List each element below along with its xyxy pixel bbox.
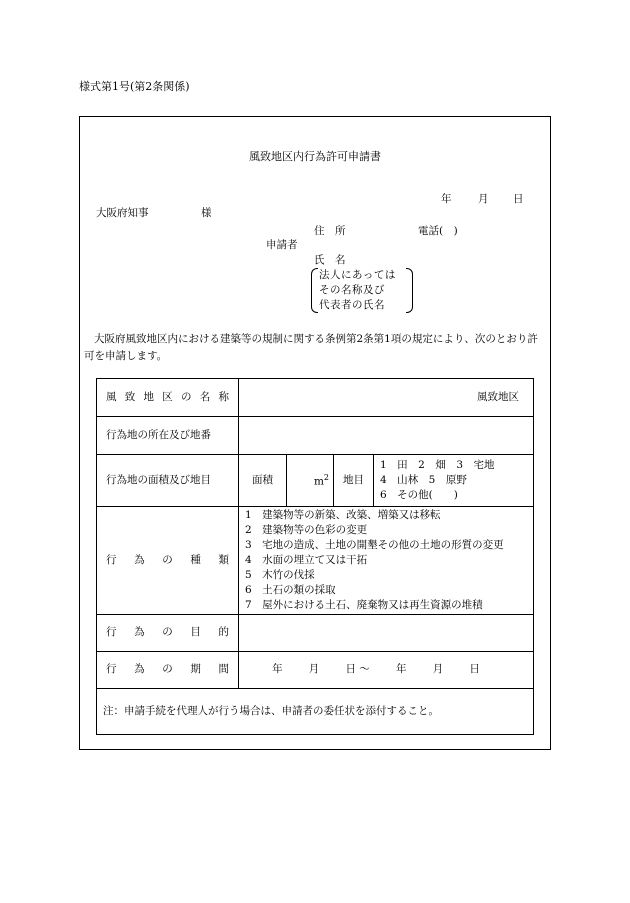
action-type-option: 5 木竹の伐採 (245, 569, 315, 581)
label-char: の (162, 626, 173, 639)
table-row (97, 417, 534, 455)
table-row (97, 652, 534, 689)
table-row (97, 507, 534, 615)
label-char: の (162, 663, 173, 676)
label-char: 的 (218, 626, 229, 639)
action-type-option: 7 屋外における土石、廃棄物又は再生資源の堆積 (245, 599, 483, 611)
spread-label (97, 554, 238, 567)
application-table (96, 378, 534, 735)
purpose-label (97, 615, 239, 652)
label-char: 行 (106, 626, 117, 639)
table-row (97, 689, 534, 735)
period-input[interactable] (239, 652, 534, 689)
area-unit-exponent: 2 (323, 472, 329, 482)
label-char: 地 (143, 390, 154, 403)
district-name-label (97, 379, 239, 417)
corporation-note-line: 代表者の氏名 (319, 299, 385, 311)
location-input[interactable] (239, 417, 534, 455)
period-start-year: 年 (272, 663, 283, 676)
label-char: 種 (190, 553, 201, 566)
area-unit: m (313, 475, 324, 488)
period-end-day: 日 (469, 663, 480, 676)
label-char: 類 (218, 553, 229, 566)
spread-label (97, 391, 238, 404)
label-char: 期 (190, 663, 201, 676)
label-char: の (181, 390, 192, 403)
label-char: 称 (218, 390, 229, 403)
label-char: 行 (106, 553, 117, 566)
label-char: 区 (162, 390, 173, 403)
form-number-label: 様式第1号(第2条関係) (79, 80, 190, 93)
table-row (97, 379, 534, 417)
corporation-note-line: その名称及び (319, 284, 385, 296)
corporation-note (311, 268, 413, 313)
label-char: 行 (106, 663, 117, 676)
period-start-day: 日 〜 (345, 663, 370, 676)
label-char: 致 (124, 390, 136, 403)
right-bracket (406, 268, 413, 313)
action-type-label (97, 507, 239, 615)
action-type-option: 4 水面の埋立て又は干拓 (245, 554, 368, 566)
address-label: 住 所 (314, 225, 346, 237)
label-char: 間 (218, 663, 229, 676)
phone-label: 電話( ) (418, 225, 458, 237)
area-input[interactable] (287, 455, 334, 507)
land-category-options[interactable] (374, 455, 534, 507)
table-note: 注：申請手続を代理人が行う場合は、申請者の委任状を添付すること。 (97, 689, 534, 735)
label-char: 為 (134, 663, 145, 676)
date-day-label: 日 (513, 193, 524, 205)
applicant-label: 申請者 (266, 239, 298, 251)
period-end-month: 月 (432, 663, 444, 676)
table-row (97, 615, 534, 652)
spread-label (97, 626, 238, 639)
period-end-year: 年 (396, 663, 407, 676)
label-char: 為 (134, 553, 145, 566)
date-month-label: 月 (478, 193, 489, 205)
land-category-line: 1 田 2 畑 3 宅地 (380, 459, 495, 471)
intro-paragraph: 大阪府風致地区内における建築等の規制に関する条例第2条第1項の規定により、次のとおり許可を申請します。 (84, 333, 538, 362)
district-name-value[interactable]: 風致地区 (239, 379, 534, 417)
land-category-label: 地目 (334, 455, 374, 507)
date-year-label: 年 (441, 193, 452, 205)
action-type-option: 3 宅地の造成、土地の開墾その他の土地の形質の変更 (245, 539, 504, 551)
land-category-line: 6 その他( ) (380, 489, 458, 501)
label-char: 目 (190, 626, 201, 639)
location-label: 行為地の所在及び地番 (97, 417, 239, 455)
action-type-options[interactable] (239, 507, 534, 615)
addressee: 大阪府知事 (96, 207, 149, 219)
form-title: 風致地区内行為許可申請書 (249, 150, 381, 163)
period-row (239, 663, 533, 676)
land-category-line: 4 山林 5 原野 (380, 474, 467, 486)
period-label (97, 652, 239, 689)
label-char: 為 (134, 626, 145, 639)
spread-label (97, 663, 238, 676)
action-type-option: 2 建築物等の色彩の変更 (245, 524, 368, 536)
area-label: 行為地の面積及び地目 (97, 455, 239, 507)
action-type-option: 1 建築物等の新築、改築、増築又は移転 (245, 509, 441, 521)
label-char: の (162, 553, 173, 566)
period-start-month: 月 (308, 663, 320, 676)
label-char: 名 (199, 390, 211, 403)
corporation-note-line: 法人にあっては (319, 269, 396, 281)
purpose-input[interactable] (239, 615, 534, 652)
left-bracket (311, 268, 318, 313)
action-type-option: 6 土石の類の採取 (245, 584, 336, 596)
name-label: 氏 名 (314, 254, 346, 266)
label-char: 風 (106, 390, 117, 403)
area-field-label: 面積 (239, 455, 287, 507)
table-row (97, 455, 534, 507)
honorific: 様 (201, 207, 212, 219)
